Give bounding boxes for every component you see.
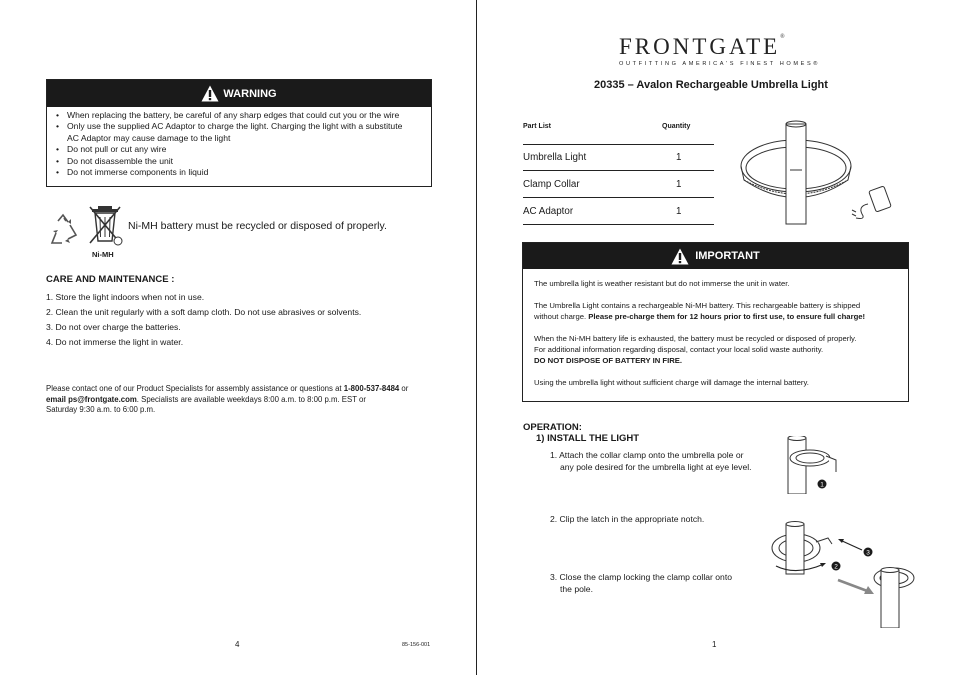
care-list (46, 292, 361, 352)
operation-title: OPERATION: (523, 422, 582, 433)
warning-item-continued: AC Adaptor may cause damage to the light (67, 132, 231, 143)
step-2: 2. Clip the latch in the appropriate notch. (550, 514, 705, 524)
part-list-header: Part List (523, 123, 552, 130)
operation-subtitle: 1) INSTALL THE LIGHT (536, 433, 640, 444)
brand-logo: FRONTGATE® (619, 34, 785, 59)
divider (523, 144, 714, 145)
care-item: 1. Store the light indoors when not in use. (46, 292, 205, 302)
step-marker-2: 2 (834, 563, 838, 571)
document-code: 85-156-001 (402, 642, 431, 648)
brand-tagline: OUTFITTING AMERICA'S FINEST HOMES® (619, 61, 821, 67)
care-item: 2. Clean the unit regularly with a soft damp cloth. Do not use abrasives or solvents. (46, 307, 362, 317)
care-item: 4. Do not immerse the light in water. (46, 337, 184, 347)
part-row: Umbrella Light 1 (523, 152, 682, 163)
warning-icon (201, 85, 219, 102)
divider (523, 197, 714, 198)
battery-type-label: Ni-MH (92, 250, 114, 259)
important-header (523, 243, 908, 269)
warning-item: • Only use the supplied AC Adaptor to charge the light. Charging the light with a substitute (56, 121, 403, 132)
important-box (522, 242, 909, 402)
warning-item: • Do not immerse components in liquid (56, 167, 209, 178)
important-heading: IMPORTANT (695, 250, 760, 262)
warning-item: • When replacing the battery, be careful of any sharp edges that could cut you or the wire (56, 110, 400, 120)
part-row: AC Adaptor 1 (523, 206, 682, 217)
care-title: CARE AND MAINTENANCE : (46, 274, 175, 285)
recycle-icon (48, 213, 78, 249)
quantity-header: Quantity (662, 123, 691, 130)
step-1: 1. Attach the collar clamp onto the umbrella pole or any pole desired for the umbrella light at eye level. (550, 450, 752, 472)
divider (523, 224, 714, 225)
step3-illustration (836, 562, 916, 628)
step-3: 3. Close the clamp locking the clamp collar onto the pole. (550, 572, 732, 594)
warning-list (47, 110, 431, 178)
email-address: email ps@frontgate.com (46, 394, 137, 404)
important-paragraph: When the Ni-MH battery life is exhausted, the battery must be recycled or disposed of properly. For additional information regarding disposal, contact your local solid waste authority. DO NOT DISPOSE OF BATTERY IN FIRE. (534, 334, 857, 365)
divider (523, 170, 714, 171)
phone-number: 1-800-537-8484 (343, 384, 400, 393)
recycle-notice: Ni-MH battery must be recycled or disposed of properly. (128, 220, 387, 232)
warning-item: • Do not pull or cut any wire (56, 144, 167, 155)
warning-heading: WARNING (223, 87, 277, 100)
important-paragraph: The umbrella light is weather resistant but do not immerse the unit in water. (534, 279, 790, 288)
product-title: 20335 – Avalon Rechargeable Umbrella Light (594, 79, 828, 91)
part-row: Clamp Collar 1 (523, 179, 682, 190)
parts-illustration (740, 120, 900, 230)
care-item: 3. Do not over charge the batteries. (46, 322, 181, 332)
warning-box (46, 79, 432, 187)
warning-item: • Do not disassemble the unit (56, 155, 174, 166)
page-number: 4 (235, 640, 240, 649)
step1-illustration (768, 436, 838, 494)
step-marker-3: 3 (866, 549, 870, 557)
crossed-bin-icon (86, 203, 124, 247)
contact-info: Please contact one of our Product Specialists for assembly assistance or questions at 1-800-537-8484 or email ps@frontgate.com. Specialists are available weekdays 8:00 a.m. to 8:00 p.m. EST or Saturday 9:30 a.m. to 6:00 p.m. (46, 384, 409, 415)
warning-header (47, 80, 431, 107)
warning-icon (671, 248, 689, 265)
page-number: 1 (712, 640, 717, 649)
step-marker-1: 1 (820, 481, 824, 489)
important-body (523, 269, 908, 388)
important-paragraph: The Umbrella Light contains a rechargeable Ni-MH battery. This rechargeable battery is shipped without charge. Please pre-charge them for 12 hours prior to first use, to ensure full charge! (534, 301, 866, 321)
important-paragraph: Using the umbrella light without sufficient charge will damage the internal battery. (534, 378, 809, 387)
